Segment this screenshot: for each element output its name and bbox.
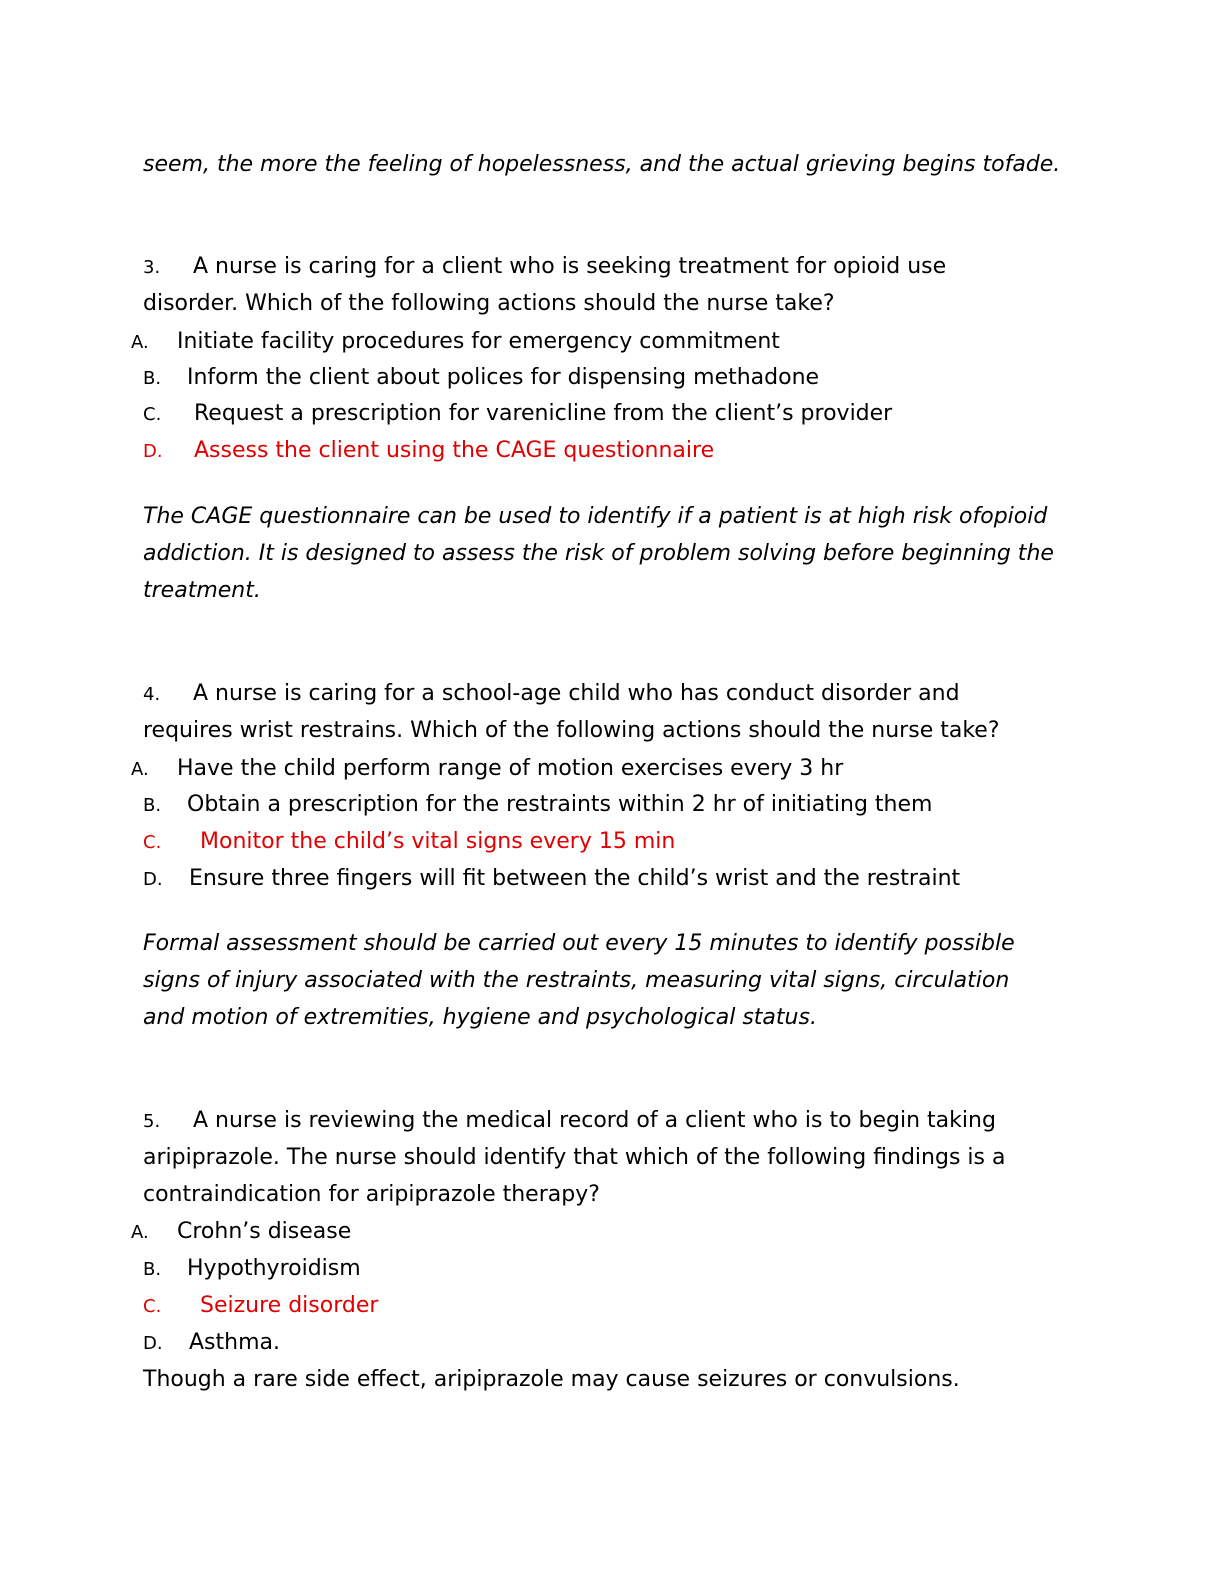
question-4-stem-line-1: 4. A nurse is caring for a school-age child who has conduct disorder and [143, 680, 960, 709]
question-4-option-c-correct: C. Monitor the child’s vital signs every 15 min [143, 829, 676, 854]
question-5-option-b: B. Hypothyroidism [143, 1256, 361, 1281]
question-4-number: 4. [143, 684, 161, 705]
question-3-stem-line-1: 3. A nurse is caring for a client who is seeking treatment for opioid use [143, 253, 946, 282]
question-5-stem-line-1: 5. A nurse is reviewing the medical record of a client who is to begin taking [143, 1107, 996, 1136]
question-3-rationale-line-1: The CAGE questionnaire can be used to identify if a patient is at high risk ofopioid [143, 504, 1048, 529]
question-5-number: 5. [143, 1111, 161, 1132]
question-3-rationale-line-2: addiction. It is designed to assess the risk of problem solving before beginning the [143, 541, 1054, 566]
question-4-rationale-line-3: and motion of extremities, hygiene and psychological status. [143, 1005, 817, 1030]
intro-text: seem, the more the feeling of hopelessness, and the actual grieving begins tofade. [143, 152, 1061, 177]
question-5-rationale-line-1: Though a rare side effect, aripiprazole may cause seizures or convulsions. [143, 1367, 960, 1392]
question-4-rationale-line-2: signs of injury associated with the restraints, measuring vital signs, circulation [143, 968, 1010, 993]
question-4-option-b: B. Obtain a prescription for the restraints within 2 hr of initiating them [143, 792, 933, 817]
question-3-stem-line-2: disorder. Which of the following actions should the nurse take? [143, 291, 835, 316]
question-4-option-d: D. Ensure three fingers will fit between the child’s wrist and the restraint [143, 866, 961, 891]
question-3-rationale-line-3: treatment. [143, 578, 261, 603]
question-4-rationale-line-1: Formal assessment should be carried out every 15 minutes to identify possible [143, 931, 1015, 956]
question-4-option-a: A. Have the child perform range of motion exercises every 3 hr [131, 756, 844, 781]
question-4-stem-line-2: requires wrist restrains. Which of the following actions should the nurse take? [143, 718, 1000, 743]
question-5-stem-line-2: aripiprazole. The nurse should identify that which of the following findings is a [143, 1145, 1006, 1170]
question-5-option-d: D. Asthma. [143, 1330, 280, 1355]
question-3-option-b: B. Inform the client about polices for dispensing methadone [143, 365, 820, 390]
question-3-option-a: A. Initiate facility procedures for emergency commitment [131, 329, 780, 354]
question-3-number: 3. [143, 257, 161, 278]
question-3-option-c: C. Request a prescription for varenicline from the client’s provider [143, 401, 893, 426]
question-5-option-a: A. Crohn’s disease [131, 1219, 352, 1244]
question-3-option-d-correct: D. Assess the client using the CAGE questionnaire [143, 438, 715, 463]
question-5-option-c-correct: C. Seizure disorder [143, 1293, 379, 1318]
question-5-stem-line-3: contraindication for aripiprazole therapy? [143, 1182, 600, 1207]
